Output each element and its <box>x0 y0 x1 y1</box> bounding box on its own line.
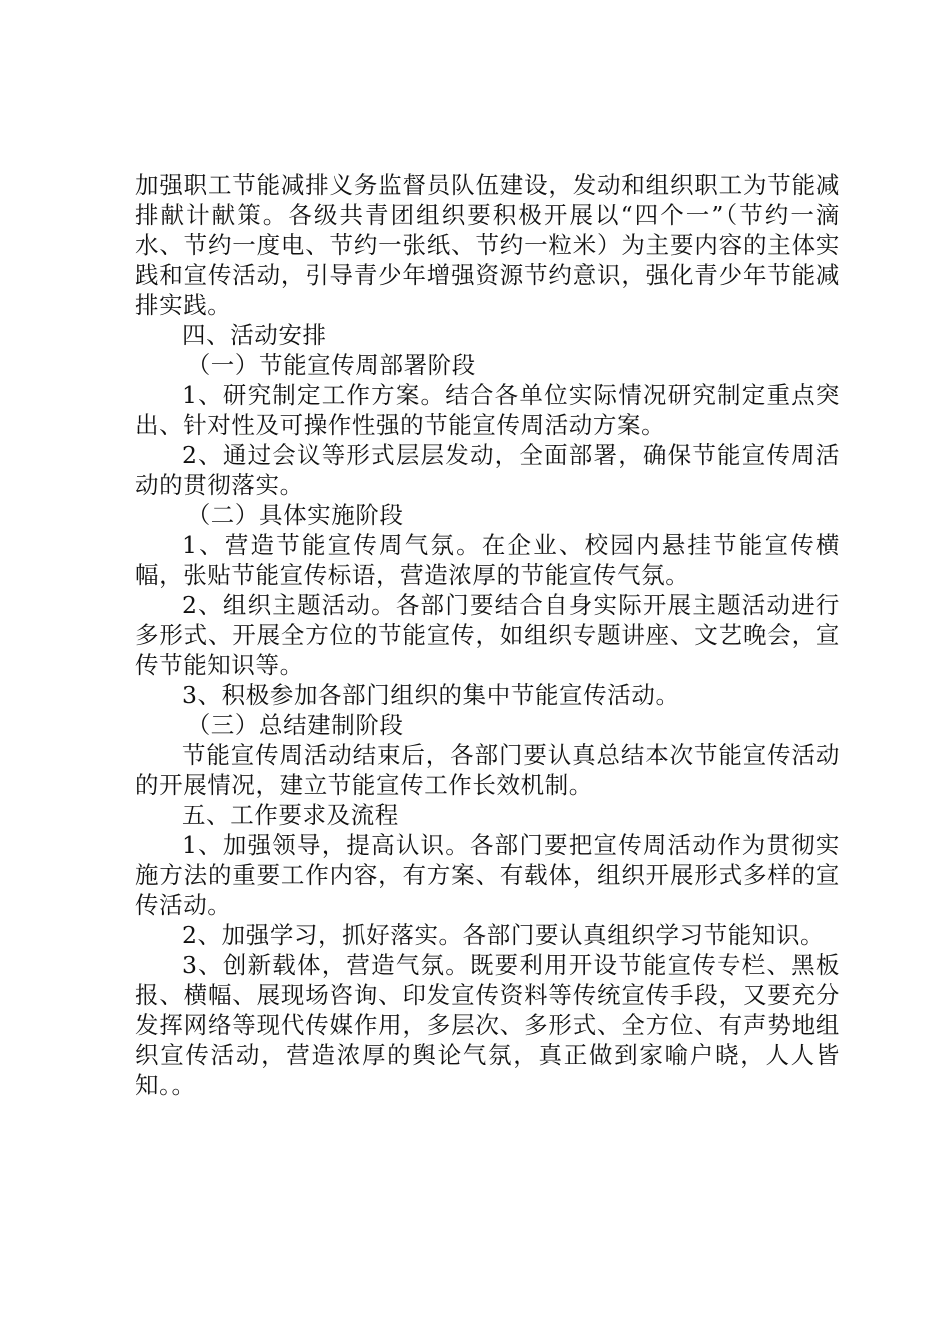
heading-work-requirements: 五、工作要求及流程 <box>182 801 399 829</box>
subheading-implementation-stage: （二）具体实施阶段 <box>186 501 404 529</box>
paragraph-implementation-1: 1、营造节能宣传周气氛。在企业、校园内悬挂节能宣传横幅，张贴节能宣传标语，营造浓厚的节能宣传气氛。 <box>135 531 840 589</box>
document-body <box>135 170 840 1100</box>
subheading-deployment-stage: （一）节能宣传周部署阶段 <box>186 351 476 379</box>
paragraph-implementation-2: 2、组织主题活动。各部门要结合自身实际开展主题活动进行多形式、开展全方位的节能宣传，如组织专题讲座、文艺晚会，宣传节能知识等。 <box>135 591 840 679</box>
paragraph-requirement-2: 2、加强学习，抓好落实。各部门要认真组织学习节能知识。 <box>182 921 825 949</box>
paragraph-summary: 节能宣传周活动结束后，各部门要认真总结本次节能宣传活动的开展情况，建立节能宣传工作长效机制。 <box>135 741 840 799</box>
paragraph-implementation-3: 3、积极参加各部门组织的集中节能宣传活动。 <box>182 681 680 709</box>
paragraph-deployment-2: 2、通过会议等形式层层发动，全面部署，确保节能宣传周活动的贯彻落实。 <box>135 441 840 499</box>
paragraph-requirement-3: 3、创新载体，营造气氛。既要利用开设节能宣传专栏、黑板报、横幅、展现场咨询、印发宣传资料等传统宣传手段，又要充分发挥网络等现代传媒作用，多层次、多形式、全方位、有声势地组织宣传活动，营造浓厚的舆论气氛，真正做到家喻户晓，人人皆知。。 <box>135 951 840 1099</box>
paragraph-intro: 加强职工节能减排义务监督员队伍建设，发动和组织职工为节能减排献计献策。各级共青团组织要积极开展以“四个一”（节约一滴水、节约一度电、节约一张纸、节约一粒米）为主要内容的主体实践和宣传活动，引导青少年增强资源节约意识，强化青少年节能减排实践。 <box>135 171 840 319</box>
paragraph-requirement-1: 1、加强领导，提高认识。各部门要把宣传周活动作为贯彻实施方法的重要工作内容，有方案、有载体，组织开展形式多样的宣传活动。 <box>135 831 840 919</box>
subheading-summary-stage: （三）总结建制阶段 <box>186 711 404 739</box>
heading-activity-arrangement: 四、活动安排 <box>182 321 327 349</box>
paragraph-deployment-1: 1、研究制定工作方案。结合各单位实际情况研究制定重点突出、针对性及可操作性强的节能宣传周活动方案。 <box>135 381 840 439</box>
